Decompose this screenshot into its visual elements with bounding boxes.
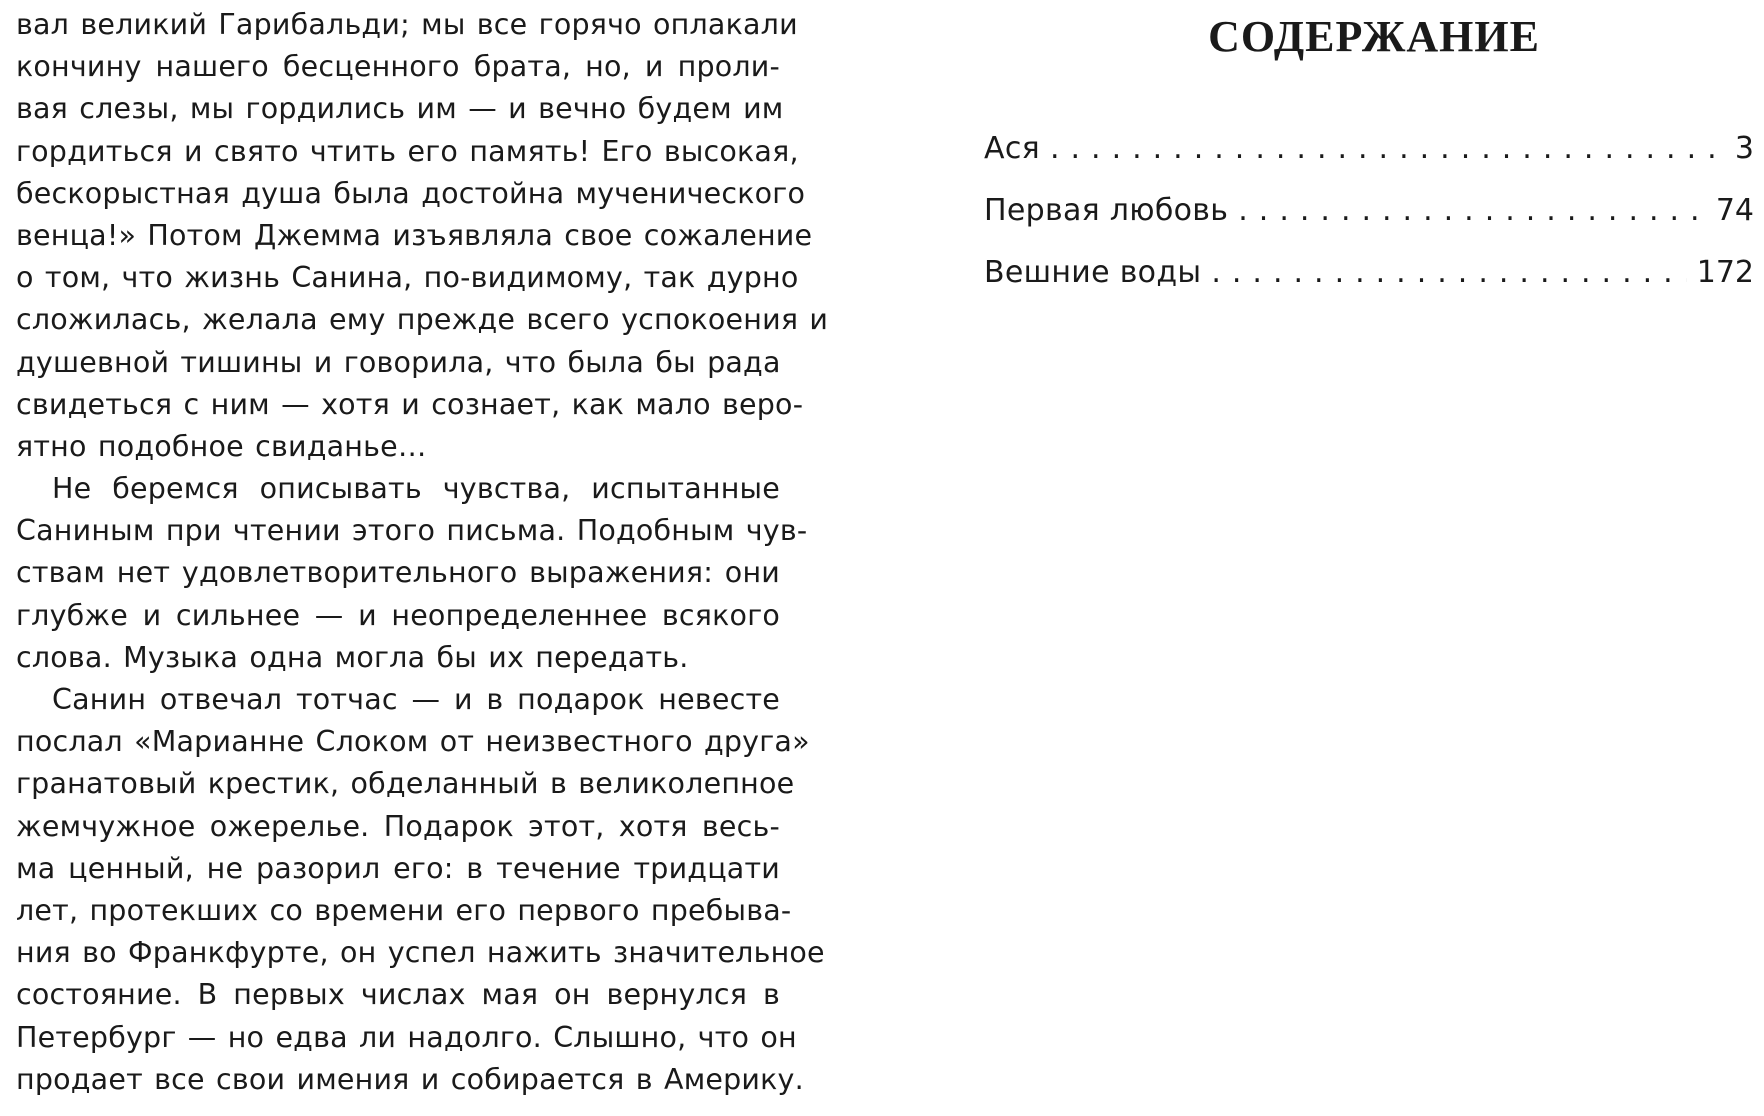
paragraph-2	[16, 468, 808, 679]
text-line: вал великий Гарибальди; мы все горячо оплакали	[16, 8, 798, 41]
toc-entry-title: Первая любовь	[984, 193, 1229, 228]
text-line: слова. Музыка одна могла бы их передать.	[16, 640, 689, 674]
toc-entry-page-number: 172	[1696, 255, 1754, 290]
toc-entry[interactable]	[984, 118, 1754, 180]
text-line: гордиться и свято чтить его память! Его высокая,	[16, 134, 799, 168]
toc-entry-title: Ася	[984, 131, 1040, 166]
text-line: Санин отвечал тотчас — и в подарок невесте	[52, 683, 780, 716]
text-line: венца!» Потом Джемма изъявляла свое сожаление	[16, 218, 813, 252]
toc-entry-title: Вешние воды	[984, 255, 1202, 290]
text-line: гранатовый крестик, обделанный в великолепное	[16, 767, 795, 801]
text-line: жемчужное ожерелье. Подарок этот, хотя весь-	[16, 809, 780, 843]
text-line: глубже и сильнее — и неопределеннее всякого	[16, 598, 780, 632]
text-line: душевной тишины и говорила, что была бы рада	[16, 345, 781, 379]
toc-entry-page-number: 3	[1734, 131, 1754, 166]
toc-leader-dots	[1238, 180, 1706, 242]
text-line: ма ценный, не разорил его: в течение тридцати	[16, 851, 780, 885]
paragraph-3	[16, 679, 825, 1101]
text-line: сложилась, желала ему прежде всего успокоения и	[16, 303, 829, 337]
text-line: Саниным при чтении этого письма. Подобным чув-	[16, 514, 808, 548]
toc-entry[interactable]	[984, 242, 1754, 304]
text-line: ния во Франкфурте, он успел нажить значительное	[16, 936, 825, 970]
toc-list	[984, 118, 1754, 304]
table-of-contents-page	[984, 0, 1754, 304]
text-line: Не беремся описывать чувства, испытанные	[52, 472, 780, 506]
toc-leader-dots	[1211, 242, 1686, 304]
text-line: Петербург — но едва ли надолго. Слышно, что он	[16, 1020, 797, 1054]
page-title: СОДЕРЖАНИЕ	[1208, 12, 1540, 61]
text-line: продает все свои имения и собирается в Америку.	[16, 1062, 804, 1096]
text-line: бескорыстная душа была достойна мученического	[16, 176, 806, 210]
text-line: вая слезы, мы гордились им — и вечно будем им	[16, 92, 784, 126]
text-line: лет, протекших со времени его первого пребыва-	[16, 893, 792, 927]
text-line: ятно подобное свиданье…	[16, 429, 427, 463]
text-line: свидеться с ним — хотя и сознает, как мало веро-	[16, 387, 804, 421]
paragraph-1	[16, 4, 829, 468]
text-line: о том, что жизнь Санина, по-видимому, так дурно	[16, 261, 799, 295]
toc-entry[interactable]	[984, 180, 1754, 242]
text-line: послал «Марианне Слоком от неизвестного друга»	[16, 725, 810, 759]
text-line: кончину нашего бесценного брата, но, и проли-	[16, 50, 780, 84]
left-page-text	[16, 4, 829, 1101]
toc-entry-page-number: 74	[1715, 193, 1754, 228]
toc-leader-dots	[1050, 118, 1725, 180]
text-line: ствам нет удовлетворительного выражения: они	[16, 556, 780, 590]
text-line: состояние. В первых числах мая он вернулся в	[16, 978, 780, 1012]
